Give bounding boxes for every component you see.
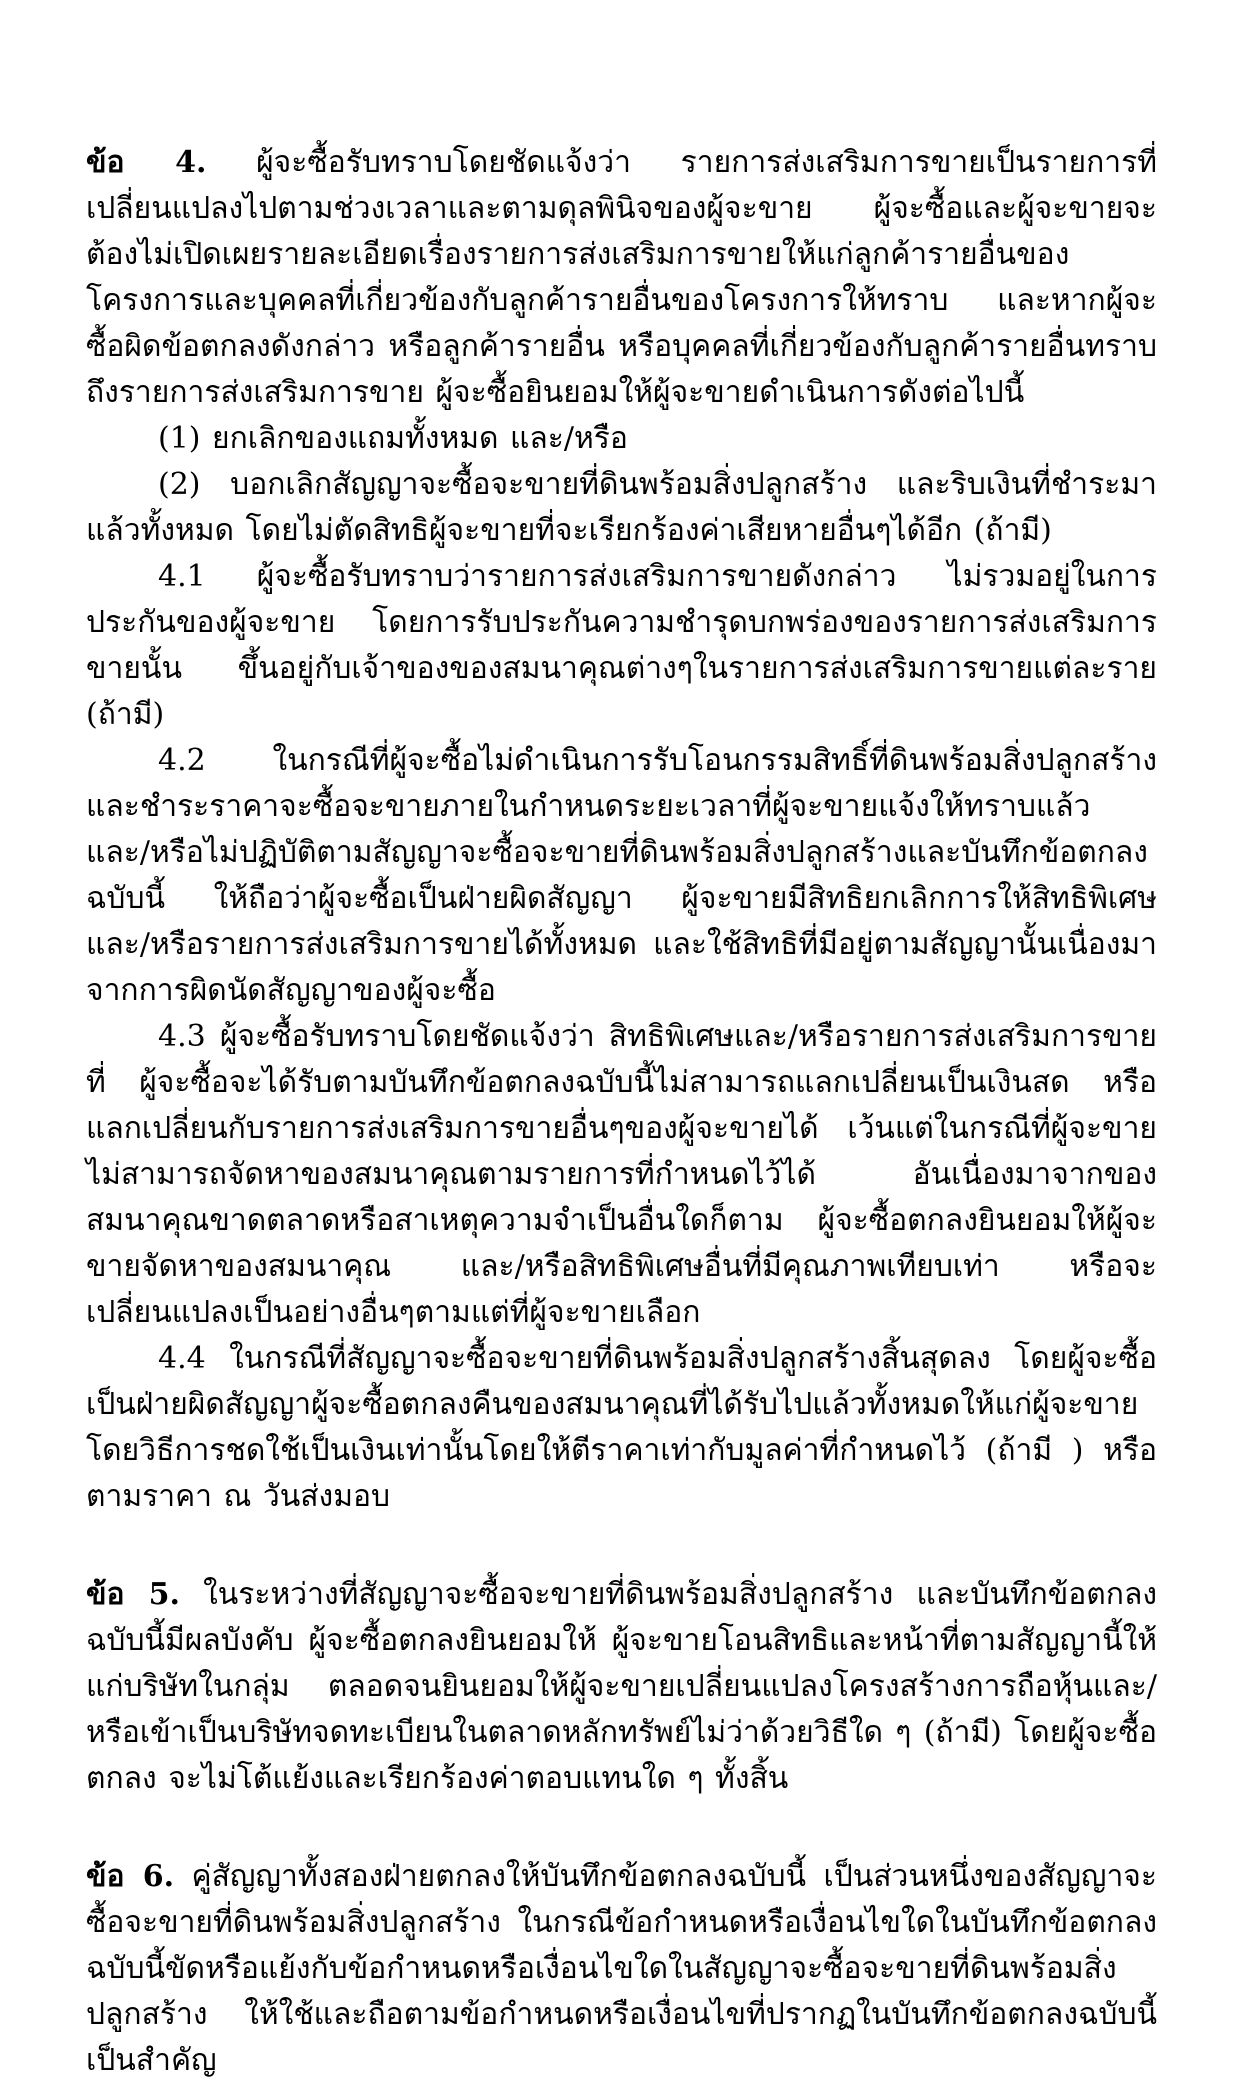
clause-4-1 — [86, 554, 1157, 738]
clause-label: ข้อ 6. — [86, 1859, 175, 1894]
clause-text: คู่สัญญาทั้งสองฝ่ายตกลงให้บันทึกข้อตกลงฉบับนี้ เป็นส่วนหนึ่งของสัญญาจะซื้อจะขายที่ดินพร้อมสิ่งปลูกสร้าง ในกรณีข้อกำหนดหรือเงื่อนไขใดในบันทึกข้อตกลงฉบับนี้ขัดหรือแย้งกับข้อกำหนดหรือเงื่อนไขใดในสัญญาจะซื้อจะขายที่ดินพร้อมสิ่งปลูกสร้าง ให้ใช้และถือตามข้อกำหนดหรือเงื่อนไขที่ปรากฏในบันทึกข้อตกลงฉบับนี้เป็นสำคัญ — [86, 1859, 1157, 2078]
clause-4-item-1 — [86, 416, 1157, 462]
clause-4-2 — [86, 738, 1157, 1014]
clause-text: 4.4 ในกรณีที่สัญญาจะซื้อจะขายที่ดินพร้อมสิ่งปลูกสร้างสิ้นสุดลง โดยผู้จะซื้อเป็นฝ่ายผิดสัญญาผู้จะซื้อตกลงคืนของสมนาคุณที่ได้รับไปแล้วทั้งหมดให้แก่ผู้จะขายโดยวิธีการชดใช้เป็นเงินเท่านั้นโดยให้ตีราคาเท่ากับมูลค่าที่กำหนดไว้ (ถ้ามี ) หรือตามราคา ณ วันส่งมอบ — [86, 1341, 1157, 1514]
clause-label: ข้อ 5. — [86, 1577, 180, 1612]
clause-text: (1) ยกเลิกของแถมทั้งหมด และ/หรือ — [158, 421, 628, 456]
clause-4 — [86, 140, 1157, 416]
clause-text: 4.3 ผู้จะซื้อรับทราบโดยชัดแจ้งว่า สิทธิพิเศษและ/หรือรายการส่งเสริมการขายที่ ผู้จะซื้อจะได้รับตามบันทึกข้อตกลงฉบับนี้ไม่สามารถแลกเปลี่ยนเป็นเงินสด หรือแลกเปลี่ยนกับรายการส่งเสริมการขายอื่นๆของผู้จะขายได้ เว้นแต่ในกรณีที่ผู้จะขายไม่สามารถจัดหาของสมนาคุณตามรายการที่กำหนดไว้ได้ อันเนื่องมาจากของสมนาคุณขาดตลาดหรือสาเหตุความจำเป็นอื่นใดก็ตาม ผู้จะซื้อตกลงยินยอมให้ผู้จะขายจัดหาของสมนาคุณ และ/หรือสิทธิพิเศษอื่นที่มีคุณภาพเทียบเท่า หรือจะเปลี่ยนแปลงเป็นอย่างอื่นๆตามแต่ที่ผู้จะขายเลือก — [86, 1019, 1157, 1330]
clause-4-item-2 — [86, 462, 1157, 554]
clause-text: 4.1 ผู้จะซื้อรับทราบว่ารายการส่งเสริมการขายดังกล่าว ไม่รวมอยู่ในการประกันของผู้จะขาย โดยการรับประกันความชำรุดบกพร่องของรายการส่งเสริมการขายนั้น ขึ้นอยู่กับเจ้าของของสมนาคุณต่างๆในรายการส่งเสริมการขายแต่ละราย (ถ้ามี) — [86, 559, 1157, 732]
clause-label: ข้อ 4. — [86, 145, 207, 180]
document-body — [86, 140, 1157, 2084]
clause-4-3 — [86, 1014, 1157, 1336]
clause-6 — [86, 1854, 1157, 2084]
clause-text: 4.2 ในกรณีที่ผู้จะซื้อไม่ดำเนินการรับโอนกรรมสิทธิ์ที่ดินพร้อมสิ่งปลูกสร้าง และชำระราคาจะซื้อจะขายภายในกำหนดระยะเวลาที่ผู้จะขายแจ้งให้ทราบแล้ว และ/หรือไม่ปฏิบัติตามสัญญาจะซื้อจะขายที่ดินพร้อมสิ่งปลูกสร้างและบันทึกข้อตกลงฉบับนี้ ให้ถือว่าผู้จะซื้อเป็นฝ่ายผิดสัญญา ผู้จะขายมีสิทธิยกเลิกการให้สิทธิพิเศษ และ/หรือรายการส่งเสริมการขายได้ทั้งหมด และใช้สิทธิที่มีอยู่ตามสัญญานั้นเนื่องมาจากการผิดนัดสัญญาของผู้จะซื้อ — [86, 743, 1157, 1008]
clause-text: (2) บอกเลิกสัญญาจะซื้อจะขายที่ดินพร้อมสิ่งปลูกสร้าง และริบเงินที่ชำระมาแล้วทั้งหมด โดยไม่ตัดสิทธิผู้จะขายที่จะเรียกร้องค่าเสียหายอื่นๆได้อีก (ถ้ามี) — [86, 467, 1157, 548]
clause-5 — [86, 1572, 1157, 1802]
clause-4-4 — [86, 1336, 1157, 1520]
clause-text: ผู้จะซื้อรับทราบโดยชัดแจ้งว่า รายการส่งเสริมการขายเป็นรายการที่เปลี่ยนแปลงไปตามช่วงเวลาและตามดุลพินิจของผู้จะขาย ผู้จะซื้อและผู้จะขายจะต้องไม่เปิดเผยรายละเอียดเรื่องรายการส่งเสริมการขายให้แก่ลูกค้ารายอื่นของโครงการและบุคคลที่เกี่ยวข้องกับลูกค้ารายอื่นของโครงการให้ทราบ และหากผู้จะซื้อผิดข้อตกลงดังกล่าว หรือลูกค้ารายอื่น หรือบุคคลที่เกี่ยวข้องกับลูกค้ารายอื่นทราบถึงรายการส่งเสริมการขาย ผู้จะซื้อยินยอมให้ผู้จะขายดำเนินการดังต่อไปนี้ — [86, 145, 1158, 410]
clause-text: ในระหว่างที่สัญญาจะซื้อจะขายที่ดินพร้อมสิ่งปลูกสร้าง และบันทึกข้อตกลงฉบับนี้มีผลบังคับ ผู้จะซื้อตกลงยินยอมให้ ผู้จะขายโอนสิทธิและหน้าที่ตามสัญญานี้ให้แก่บริษัทในกลุ่ม ตลอดจนยินยอมให้ผู้จะขายเปลี่ยนแปลงโครงสร้างการถือหุ้นและ/หรือเข้าเป็นบริษัทจดทะเบียนในตลาดหลักทรัพย์ไม่ว่าด้วยวิธีใด ๆ (ถ้ามี) โดยผู้จะซื้อตกลง จะไม่โต้แย้งและเรียกร้องค่าตอบแทนใด ๆ ทั้งสิ้น — [86, 1577, 1157, 1796]
